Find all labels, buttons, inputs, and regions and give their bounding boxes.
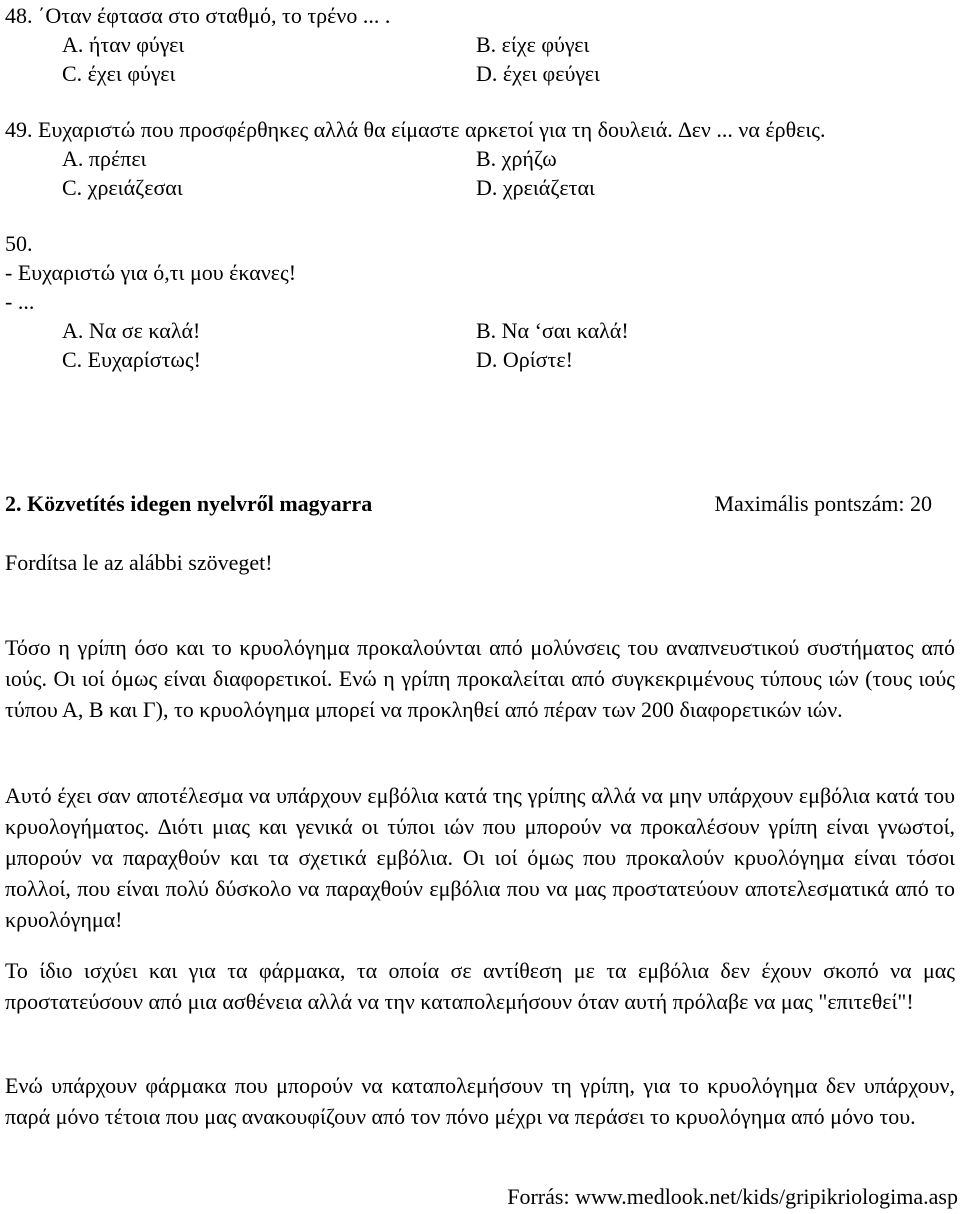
question-49-option-a: A. πρέπει: [62, 146, 147, 171]
question-48-stem: 48. ΄Οταν έφτασα στο σταθμό, το τρένο ... .: [5, 3, 391, 28]
question-50-option-c: C. Ευχαρίστως!: [62, 347, 201, 372]
section-title: 2. Közvetítés idegen nyelvről magyarra: [5, 491, 373, 516]
max-points: Maximális pontszám: 20: [714, 491, 932, 516]
question-48-option-d: D. έχει φεύγει: [476, 61, 600, 86]
question-49-stem: 49. Ευχαριστώ που προσφέρθηκες αλλά θα είμαστε αρκετοί για τη δουλειά. ∆εν ... να έρθεις.: [5, 117, 826, 142]
paragraph-2: Αυτό έχει σαν αποτέλεσμα να υπάρχουν εμβόλια κατά της γρίπης αλλά να μην υπάρχουν εμβόλια κατά του κρυολογήματος. ∆ιότι μιας και γενικά οι τύποι ιών που μπορούν να προκαλέσουν γρίπη είναι γνωστοί, μπορούν να παραχθούν και τα σχετικά εμβόλια. Οι ιοί όμως που προκαλούν κρυολόγημα είναι τόσοι πολλοί, που είναι πολύ δύσκολο να παραχθούν εμβόλια που να μας προστατεύουν αποτελεσματικά από το κρυολόγημα!: [5, 783, 955, 932]
question-48-option-c: C. έχει φύγει: [62, 61, 176, 86]
question-50-option-d: D. Ορίστε!: [476, 347, 573, 372]
question-48-option-b: B. είχε φύγει: [476, 32, 590, 57]
question-49-option-c: C. χρειάζεσαι: [62, 175, 183, 200]
paragraph-3: Το ίδιο ισχύει και για τα φάρμακα, τα οποία σε αντίθεση με τα εμβόλια δεν έχουν σκοπό να μας προστατεύσουν από μια ασθένεια αλλά να την καταπολεμήσουν όταν αυτή πρόλαβε να μας "επιτεθεί"!: [5, 958, 955, 1014]
question-50-option-a: A. Να σε καλά!: [62, 318, 201, 343]
question-50-stem: 50.: [5, 231, 33, 256]
paragraph-4: Ενώ υπάρχουν φάρμακα που μπορούν να καταπολεμήσουν τη γρίπη, για το κρυολόγημα δεν υπάρχουν, παρά μόνο τέτοια που μας ανακουφίζουν από τον πόνο μέχρι να περάσει το κρυολόγημα από μόνο του.: [5, 1073, 955, 1129]
paragraph-1: Τόσο η γρίπη όσο και το κρυολόγημα προκαλούνται από μολύνσεις του αναπνευστικού συστήματος από ιούς. Οι ιοί όμως είναι διαφορετικοί. Ενώ η γρίπη προκαλείται από συγκεκριμένους τύπους ιών (τους ιούς τύπου Α, Β και Γ), το κρυολόγημα μπορεί να προκληθεί από πέραν των 200 διαφορετικών ιών.: [5, 635, 955, 722]
question-50-dialogue-line-1: - Ευχαριστώ για ό,τι μου έκανες!: [5, 260, 297, 285]
source-citation: Forrás: www.medlook.net/kids/gripikriologima.asp: [507, 1184, 958, 1209]
section-instruction: Fordítsa le az alábbi szöveget!: [5, 550, 273, 575]
section-header: [5, 493, 932, 515]
question-50-option-b: B. Να ‘σαι καλά!: [476, 318, 629, 343]
question-48-option-a: A. ήταν φύγει: [62, 32, 185, 57]
question-49-option-d: D. χρειάζεται: [476, 175, 595, 200]
question-50-dialogue-line-2: - ...: [5, 289, 35, 314]
question-49-option-b: B. χρήζω: [476, 146, 557, 171]
